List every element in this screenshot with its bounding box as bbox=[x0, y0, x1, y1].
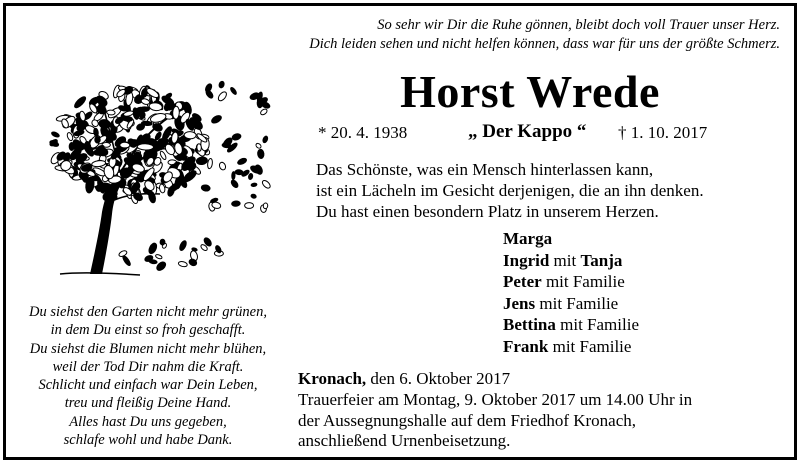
town: Kronach, bbox=[298, 369, 367, 388]
quote-line: Das Schönste, was ein Mensch hinterlassen kann, bbox=[316, 160, 654, 179]
service-line: der Aussegnungshalle auf dem Friedhof Kronach, bbox=[298, 410, 637, 430]
place-date bbox=[298, 368, 510, 389]
mourners-list bbox=[503, 228, 763, 357]
nickname: „ Der Kappo “ bbox=[468, 121, 587, 142]
death-date: † 1. 10. 2017 bbox=[618, 123, 708, 142]
poem-line: Schlicht und einfach war Dein Leben, bbox=[38, 377, 258, 394]
notice-date: den 6. Oktober 2017 bbox=[366, 369, 511, 388]
poem-line: Du siehst den Garten nicht mehr grünen, bbox=[28, 304, 267, 320]
windblown-tree-icon bbox=[40, 62, 280, 282]
quote-line: Du hast einen besondern Platz in unserem Herzen. bbox=[316, 202, 659, 221]
poem-line: in dem Du einst so froh geschafft. bbox=[50, 322, 246, 339]
quote-line: ist ein Lächeln im Gesicht derjenigen, die an ihn denken. bbox=[316, 181, 704, 200]
funeral-service-info bbox=[298, 390, 778, 452]
motto-line: So sehr wir Dir die Ruhe gönnen, bleibt doch voll Trauer unser Herz. bbox=[377, 17, 780, 33]
memorial-quote bbox=[316, 159, 766, 222]
service-line: Trauerfeier am Montag, 9. Oktober 2017 um 14.00 Uhr in bbox=[298, 390, 693, 409]
deceased-name: Horst Wrede bbox=[400, 66, 660, 117]
life-dates bbox=[318, 123, 718, 147]
mourner: Ingrid mit Tanja bbox=[503, 250, 623, 270]
mourner: Marga bbox=[503, 229, 553, 248]
motto bbox=[250, 16, 780, 54]
mourner: Bettina mit Familie bbox=[503, 315, 639, 334]
motto-line: Dich leiden sehen und nicht helfen können, dass war für uns der größte Schmerz. bbox=[309, 36, 780, 52]
poem-line: weil der Tod Dir nahm die Kraft. bbox=[52, 358, 244, 375]
mourner: Jens mit Familie bbox=[503, 293, 619, 313]
birth-date: * 20. 4. 1938 bbox=[318, 123, 408, 142]
poem-line: treu und fleißig Deine Hand. bbox=[64, 395, 232, 412]
mourner: Frank mit Familie bbox=[503, 336, 632, 356]
poem-line: schlafe wohl und habe Dank. bbox=[63, 432, 233, 449]
poem-line: Du siehst die Blumen nicht mehr blühen, bbox=[29, 340, 267, 357]
poem-line: Alles hast Du uns gegeben, bbox=[69, 413, 227, 430]
mourner: Peter mit Familie bbox=[503, 272, 625, 291]
service-line: anschließend Urnenbeisetzung. bbox=[298, 431, 511, 450]
memorial-poem bbox=[12, 303, 284, 449]
